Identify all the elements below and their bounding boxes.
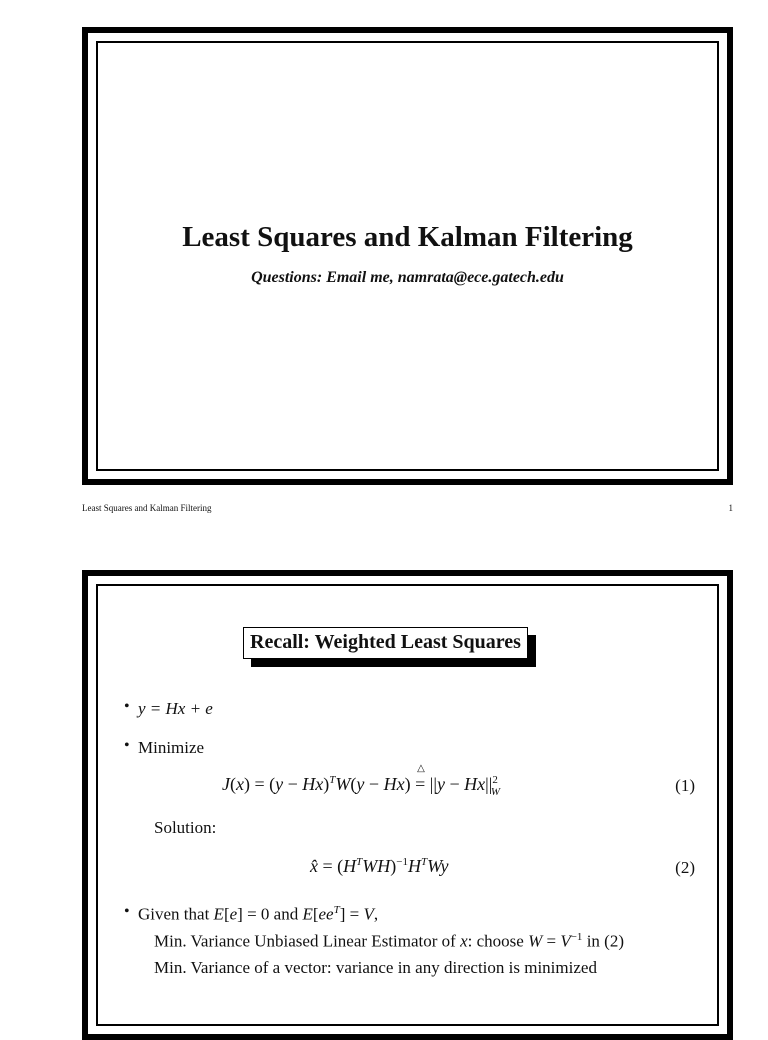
solution-label: Solution: [154,818,217,837]
bullet-item-minimize [124,737,205,758]
page-number: 1 [728,503,733,513]
mvule-line: Min. Variance Unbiased Linear Estimator of x: choose $W = V^{-1}$ in (2) [154,931,624,951]
bullet-item-model [124,698,213,719]
equation-1: $J(x) = (y - Hx)^TW(y - Hx)$ △ = $||y - Hx||^2_W$ [222,763,500,798]
bullet-icon: • [124,698,130,715]
slide-subtitle: Questions: Email me, namrata@ece.gatech.edu [251,269,564,286]
equation-1-number: (1) [675,776,695,795]
equation-2: x̂ = $(H^TWH)^{-1}H^TWy$ [310,856,449,876]
slide-title: Recall: Weighted Least Squares [243,627,528,659]
minimize-label: Minimize [138,738,205,757]
model-equation: y = Hx + e [138,699,213,718]
footer-left-text: Least Squares and Kalman Filtering [82,503,212,513]
bullet-item-given: • Given that E[e] = 0 and $E[ee^T] = V$, [124,903,379,924]
equation-2-number: (2) [675,858,695,877]
min-variance-line: Min. Variance of a vector: variance in any direction is minimized [154,958,597,977]
title-slide [82,27,733,485]
title-slide-inner-border [96,41,719,471]
slide-title-box [243,627,528,659]
slide-title: Least Squares and Kalman Filtering [182,221,633,253]
bullet-icon: • [124,903,130,920]
recall-slide-inner-border [96,584,719,1026]
bullet-icon: • [124,737,130,754]
recall-slide [82,570,733,1040]
